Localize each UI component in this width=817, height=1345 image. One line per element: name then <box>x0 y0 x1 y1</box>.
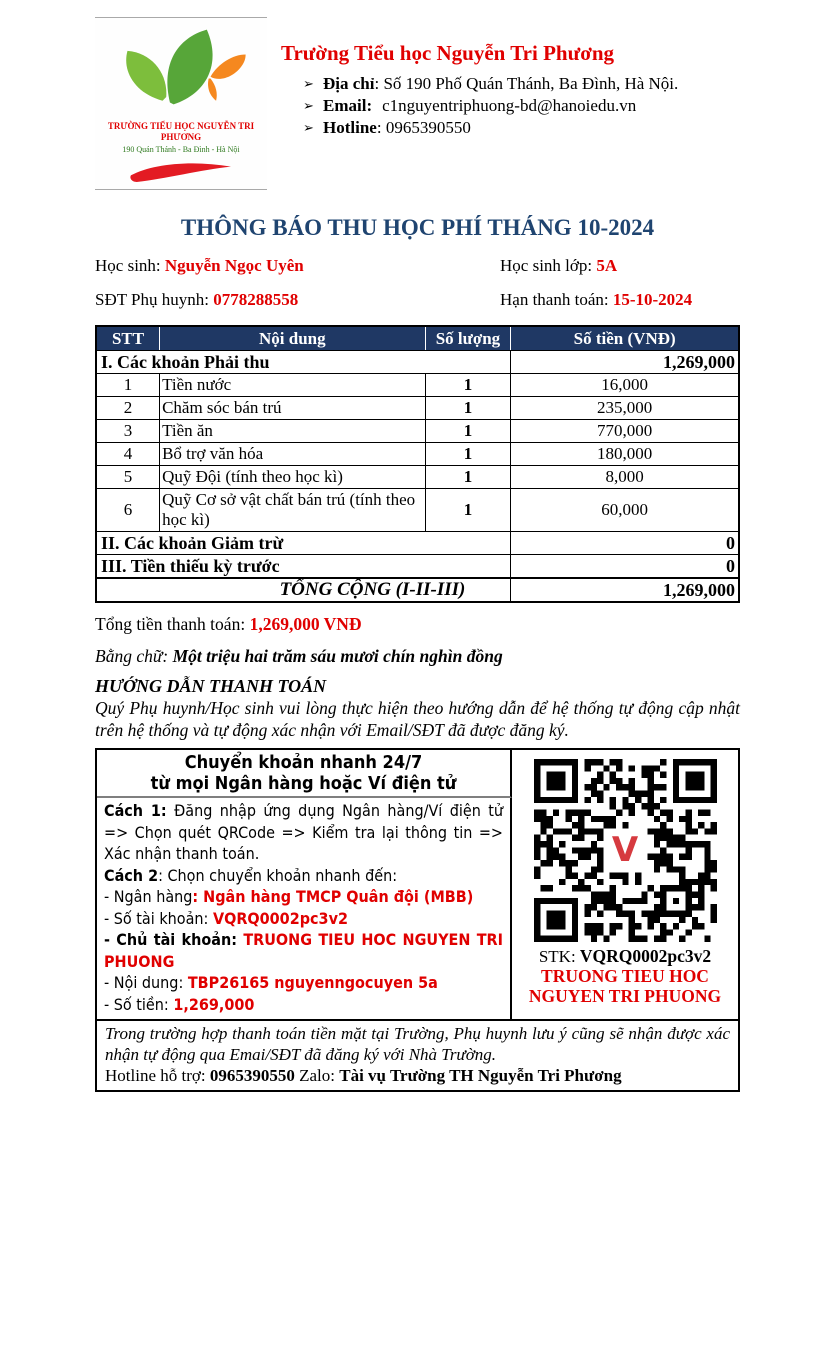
item-name: Bổ trợ văn hóa <box>160 443 425 466</box>
parent-phone-row <box>95 289 500 310</box>
zalo-value: Tài vụ Trường TH Nguyễn Tri Phương <box>339 1066 622 1085</box>
item-amount: 235,000 <box>511 397 739 420</box>
stk-label: STK: <box>538 947 580 966</box>
address-value: : Số 190 Phố Quán Thánh, Ba Đình, Hà Nội. <box>374 74 679 93</box>
amount-line <box>104 994 503 1016</box>
bank-label: - Ngân hàng <box>104 887 193 906</box>
item-qty: 1 <box>425 420 511 443</box>
arrow-bullet-icon: ➢ <box>303 120 314 135</box>
holder-line <box>104 929 503 972</box>
due-value: 15-10-2024 <box>612 290 693 309</box>
bank-line <box>104 886 503 908</box>
payment-header-line1: Chuyển khoản nhanh 24/7 <box>184 752 423 773</box>
qr-account-line <box>512 946 738 967</box>
payment-header-line2: từ mọi Ngân hàng hoặc Ví điện tử <box>150 773 457 794</box>
support-hotline-line <box>105 1065 730 1087</box>
method-1-text: Đăng nhập ứng dụng Ngân hàng/Ví điện tử => Chọn quét QRCode => Kiểm tra lại thông tin => Xác nhận thanh toán. <box>104 801 503 863</box>
payment-guide-text: Quý Phụ huynh/Học sinh vui lòng thực hiện theo hướng dẫn để hệ thống tự động cập nhật trên hệ thống và tự động xác nhận với Email/SĐT đã được đăng ký. <box>95 698 740 740</box>
section-3-label: III. Tiền thiếu kỳ trước <box>96 555 511 579</box>
method-1 <box>104 800 503 865</box>
item-qty: 1 <box>425 466 511 489</box>
method-2-label: Cách 2 <box>104 865 159 885</box>
class-label: Học sinh lớp: <box>500 256 597 275</box>
section-2-label: II. Các khoản Giảm trừ <box>96 532 511 555</box>
qr-holder-name: TRUONG TIEU HOC NGUYEN TRI PHUONG <box>528 966 722 1006</box>
zalo-label: Zalo: <box>294 1066 340 1085</box>
total-label: TỔNG CỘNG (I-II-III) <box>96 578 511 602</box>
item-qty: 1 <box>425 374 511 397</box>
address-label: Địa chỉ <box>323 74 375 93</box>
item-name: Tiền ăn <box>160 420 425 443</box>
hotline-value: : 0965390550 <box>376 118 471 137</box>
section-3-row <box>96 555 739 579</box>
account-line <box>104 908 503 930</box>
method-1-label: Cách 1: <box>104 801 167 820</box>
item-qty: 1 <box>425 443 511 466</box>
item-name: Quỹ Đội (tính theo học kì) <box>160 466 425 489</box>
header-noidung: Nội dung <box>160 326 425 351</box>
qr-panel <box>512 750 738 1019</box>
item-amount: 770,000 <box>511 420 739 443</box>
contact-email <box>281 95 678 117</box>
cash-payment-note <box>97 1019 738 1090</box>
document-body <box>95 0 740 1092</box>
section-1-row <box>96 351 739 374</box>
header-soluong: Số lượng <box>425 326 511 351</box>
total-row <box>96 578 739 602</box>
table-row <box>96 374 739 397</box>
item-name: Tiền nước <box>160 374 425 397</box>
method-2 <box>104 865 503 887</box>
phone-value: 0778288558 <box>213 290 299 309</box>
words-label: Bằng chữ: <box>95 646 173 666</box>
contact-address <box>281 73 678 95</box>
leaves-icon <box>107 25 255 121</box>
payment-instructions <box>97 798 512 1019</box>
item-stt: 4 <box>96 443 160 466</box>
student-label: Học sinh: <box>95 256 165 275</box>
phone-label: SĐT Phụ huynh: <box>95 290 214 309</box>
table-header-row <box>96 326 739 351</box>
logo-school-name: TRƯỜNG TIỂU HỌC NGUYỄN TRI PHƯƠNG <box>107 121 255 142</box>
table-row <box>96 489 739 532</box>
item-stt: 3 <box>96 420 160 443</box>
student-info <box>95 255 740 310</box>
document-header <box>95 17 740 190</box>
words-value: Một triệu hai trăm sáu mươi chín nghìn đồng <box>172 646 503 666</box>
table-row <box>96 466 739 489</box>
total-amount: 1,269,000 <box>511 578 739 602</box>
table-row <box>96 420 739 443</box>
school-logo <box>95 17 267 190</box>
total-payment-value: 1,269,000 VNĐ <box>249 614 362 634</box>
account-value: VQRQ0002pc3v2 <box>212 908 348 928</box>
total-payment-line <box>95 613 740 635</box>
arrow-bullet-icon: ➢ <box>303 76 314 91</box>
item-name: Chăm sóc bán trú <box>160 397 425 420</box>
section-3-amount: 0 <box>511 555 739 579</box>
payment-box-header <box>97 750 512 798</box>
amount-in-words-line <box>95 645 740 667</box>
bank-value: : Ngân hàng TMCP Quân đội (MBB) <box>192 887 474 906</box>
payment-guide-title: HƯỚNG DẪN THANH TOÁN <box>95 676 327 696</box>
header-stt: STT <box>96 326 160 351</box>
hotline-label: Hotline <box>323 118 377 137</box>
item-amount: 180,000 <box>511 443 739 466</box>
class-value: 5A <box>596 256 618 275</box>
vietqr-logo-icon: V <box>611 829 639 870</box>
school-name: Trường Tiểu học Nguyễn Tri Phương <box>281 41 614 65</box>
item-stt: 1 <box>96 374 160 397</box>
item-amount: 16,000 <box>511 374 739 397</box>
fee-table <box>95 325 740 603</box>
amount-value: 1,269,000 <box>173 994 255 1014</box>
header-sotien: Số tiền (VNĐ) <box>511 326 739 351</box>
email-value: c1nguyentriphuong-bd@hanoiedu.vn <box>382 96 637 115</box>
item-amount: 60,000 <box>511 489 739 532</box>
total-payment-label: Tổng tiền thanh toán: <box>95 614 250 634</box>
content-line <box>104 972 503 994</box>
page-title: THÔNG BÁO THU HỌC PHÍ THÁNG 10-2024 <box>180 215 655 240</box>
item-stt: 5 <box>96 466 160 489</box>
item-qty: 1 <box>425 489 511 532</box>
student-name-row <box>95 255 500 276</box>
item-stt: 2 <box>96 397 160 420</box>
payment-box <box>95 748 740 1092</box>
section-1-label: I. Các khoản Phải thu <box>96 351 511 374</box>
student-name: Nguyễn Ngọc Uyên <box>164 256 304 275</box>
item-stt: 6 <box>96 489 160 532</box>
arrow-bullet-icon: ➢ <box>303 98 314 113</box>
logo-address: 190 Quán Thánh - Ba Đình - Hà Nội <box>122 145 240 154</box>
table-row <box>96 443 739 466</box>
due-date-row <box>500 289 712 310</box>
section-2-row <box>96 532 739 555</box>
email-label: Email: <box>323 96 373 115</box>
contact-hotline <box>281 117 678 139</box>
section-2-amount: 0 <box>511 532 739 555</box>
amount-label: - Số tiền: <box>104 994 174 1014</box>
item-amount: 8,000 <box>511 466 739 489</box>
note-text: Trong trường hợp thanh toán tiền mặt tại Trường, Phụ huynh lưu ý cũng sẽ nhận được xác nhận tự động qua Emai/SĐT đã đăng ký với Nhà Trường. <box>105 1024 730 1064</box>
item-qty: 1 <box>425 397 511 420</box>
support-hotline-label: Hotline hỗ trợ: <box>105 1066 210 1085</box>
red-swoosh-icon <box>123 158 239 183</box>
section-1-amount: 1,269,000 <box>511 351 739 374</box>
content-value: TBP26165 nguyenngocuyen 5a <box>187 973 438 992</box>
support-hotline-value: 0965390550 <box>209 1066 295 1085</box>
due-label: Hạn thanh toán: <box>500 290 613 309</box>
table-row <box>96 397 739 420</box>
method-2-text: : Chọn chuyển khoản nhanh đến: <box>158 865 398 885</box>
school-info <box>267 17 678 190</box>
student-class-row <box>500 255 740 276</box>
account-label: - Số tài khoản: <box>104 908 213 928</box>
stk-value: VQRQ0002pc3v2 <box>579 946 712 966</box>
content-label: - Nội dung: <box>104 973 188 992</box>
holder-label: - Chủ tài khoản: <box>104 930 244 949</box>
item-name: Quỹ Cơ sở vật chất bán trú (tính theo học kì) <box>160 489 425 532</box>
holder-value: TRUONG TIEU HOC NGUYEN TRI PHUONG <box>104 930 503 971</box>
qr-code <box>534 759 717 942</box>
